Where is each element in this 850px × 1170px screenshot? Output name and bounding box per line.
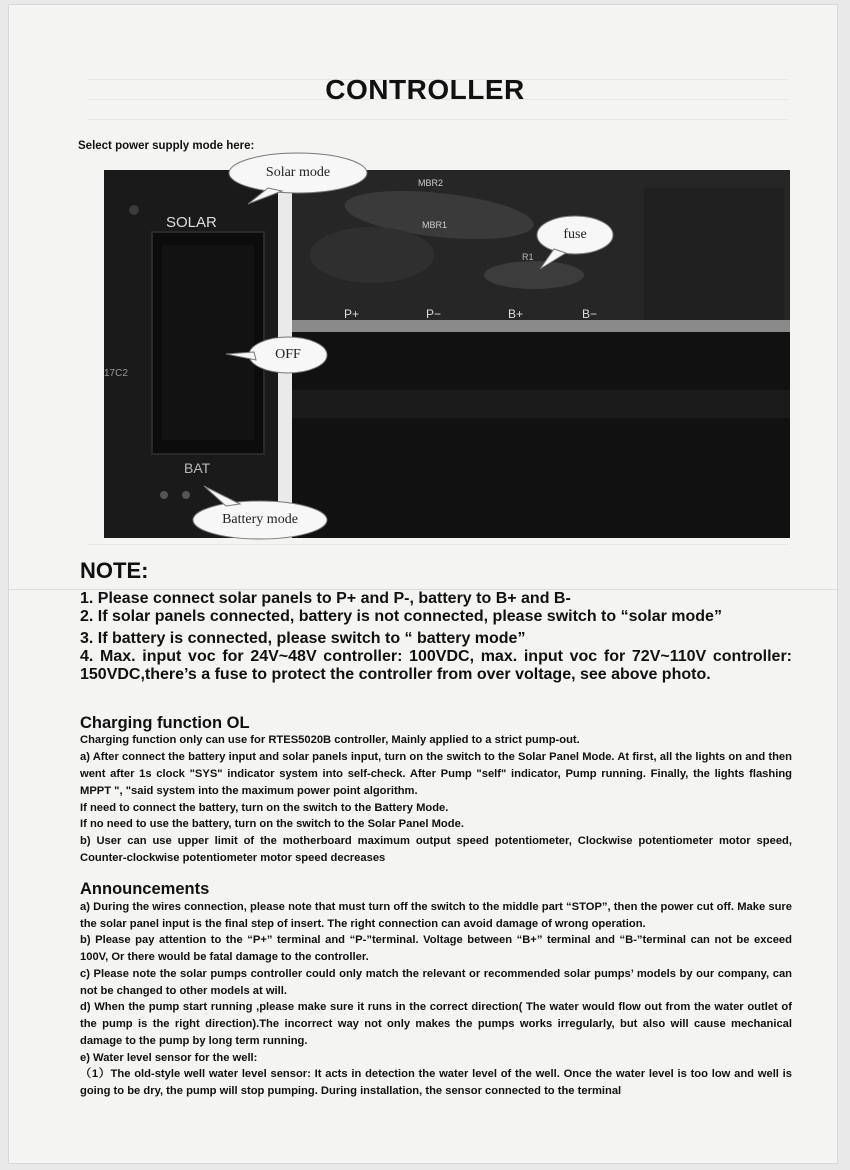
charging-paragraph: If no need to use the battery, turn on the switch to the Solar Panel Mode.: [80, 818, 464, 830]
charging-paragraph: b) User can use upper limit of the motherboard maximum output speed potentiometer, Clockwise potentiometer motor speed, Counter-clockwise potentiometer motor speed decreases: [80, 835, 792, 864]
page-title: CONTROLLER: [325, 74, 525, 105]
note-heading: NOTE:: [80, 558, 149, 583]
callout-solar-mode-text: Solar mode: [265, 165, 331, 180]
callout-battery-mode-text: Battery mode: [222, 512, 298, 527]
board-label-bat: BAT: [184, 460, 211, 476]
charging-paragraph: Charging function only can use for RTES5020B controller, Mainly applied to a strict pump-out.: [80, 734, 580, 746]
board-label-17c2: 17C2: [104, 368, 128, 379]
note-item: 4. Max. input voc for 24V~48V controller: 100VDC, max. input voc for 72V~110V controller: 150VDC,there’s a fuse to protect the controller from over voltage, see above photo.: [80, 648, 792, 683]
announcement-paragraph: （1）The old-style well water level sensor: It acts in detection the water level of the well. Once the water level is too low and well is going to be dry, the pump will stop pumping. During installation, the sensor connected to the terminal: [80, 1068, 792, 1097]
bleed-through-line: [88, 119, 788, 120]
announcement-paragraph: a) During the wires connection, please note that must turn off the switch to the middle part “STOP”, then the power cut off. Make sure the solar panel input is the final step of insert. The right connection can avoid damage of wrong operation.: [80, 901, 792, 930]
controller-photo: [104, 170, 790, 538]
board-label-mbr1: MBR1: [422, 220, 448, 230]
callout-off: [248, 336, 328, 374]
callout-fuse: [536, 215, 614, 255]
charging-paragraph: a) After connect the battery input and solar panels input, turn on the switch to the Solar Panel Mode. At first, all the lights on and then went after 1s clock "SYS" indicator system into self-check. After Pump "self" indicator, Pump running. Finally, the lights flashing MPPT ", "said system into the maximum power point algorithm.: [80, 751, 792, 797]
note-item: 3. If battery is connected, please switch to “ battery mode”: [80, 630, 526, 647]
terminal-label-p-plus: P+: [344, 307, 360, 321]
announcement-paragraph: c) Please note the solar pumps controller could only match the relevant or recommended solar pumps’ models by our company, can not be changed to other models at will.: [80, 968, 792, 997]
note-item: 2. If solar panels connected, battery is not connected, please switch to “solar mode”: [80, 608, 722, 625]
callout-off-text: OFF: [275, 347, 301, 362]
charging-heading: Charging function OL: [80, 714, 250, 732]
callout-fuse-text: fuse: [563, 227, 587, 242]
bleed-through-line: [88, 544, 788, 545]
announcements-heading: Announcements: [80, 880, 210, 898]
charging-paragraph: If need to connect the battery, turn on the switch to the Battery Mode.: [80, 802, 449, 814]
board-label-r1: R1: [522, 252, 534, 262]
note-item: 1. Please connect solar panels to P+ and P-, battery to B+ and B-: [80, 590, 571, 607]
terminal-label-b-minus: B−: [582, 307, 598, 321]
callout-solar-mode: [228, 152, 368, 194]
board-label-solar: SOLAR: [166, 214, 217, 231]
announcement-paragraph: b) Please pay attention to the “P+” terminal and “P-”terminal. Voltage between “B+” terminal and “B-”terminal can not be exceed 100V, Or there would be fatal damage to the controller.: [80, 934, 792, 963]
terminal-label-b-plus: B+: [508, 307, 524, 321]
terminal-label-p-minus: P−: [426, 307, 442, 321]
announcement-paragraph: e) Water level sensor for the well:: [80, 1052, 258, 1064]
callout-battery-mode: [192, 500, 328, 540]
select-mode-label: Select power supply mode here:: [78, 140, 255, 152]
board-label-mbr2: MBR2: [418, 178, 444, 188]
announcement-paragraph: d) When the pump start running ,please make sure it runs in the correct direction( The water would flow out from the water outlet of the pump is the right direction).The incorrect way not only makes the pumps works irregularly, but also will cause mechanical damage to the pump by long term running.: [80, 1001, 792, 1047]
